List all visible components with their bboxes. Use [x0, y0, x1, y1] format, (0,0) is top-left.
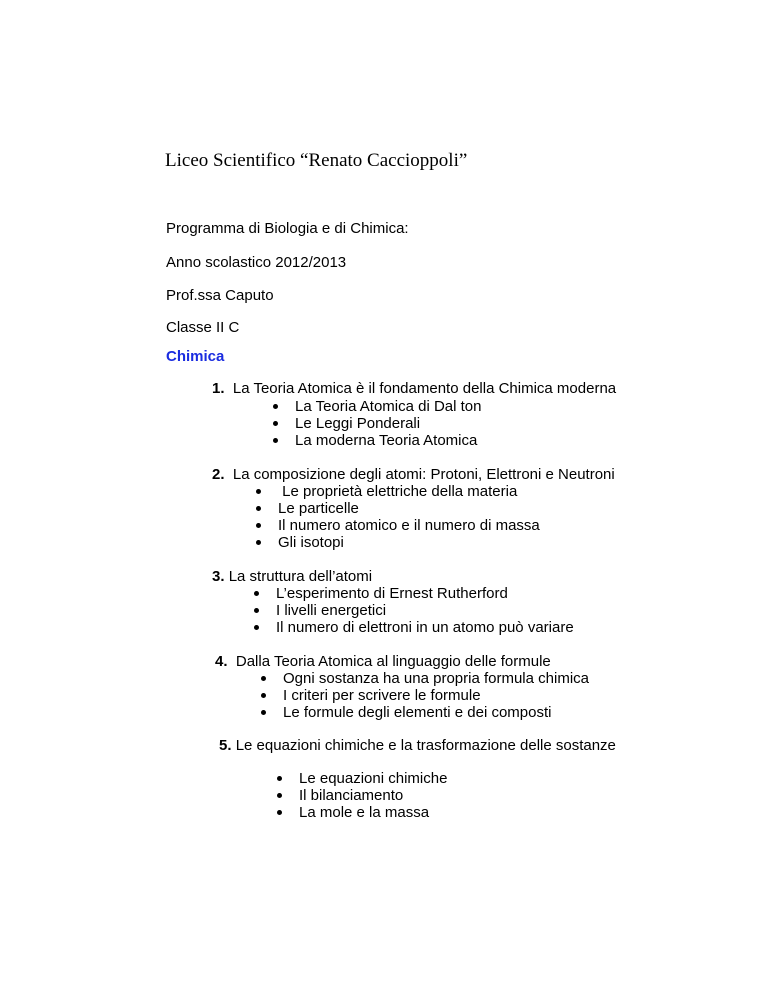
school-year: Anno scolastico 2012/2013 — [166, 254, 347, 271]
bullet-icon — [254, 608, 259, 613]
list-item: Le Leggi Ponderali — [273, 415, 482, 432]
bullet-icon — [273, 404, 278, 409]
topic-title: La Teoria Atomica è il fondamento della Chimica moderna — [232, 380, 617, 397]
list-item: La moderna Teoria Atomica — [273, 432, 482, 449]
section-title: Chimica — [166, 348, 225, 365]
bullet-icon — [273, 421, 278, 426]
topic-item-list — [273, 398, 482, 449]
bullet-icon — [256, 540, 261, 545]
topic-item-list — [277, 770, 447, 821]
teacher-name: Prof.ssa Caputo — [166, 287, 274, 304]
topic-item-list — [254, 585, 574, 636]
bullet-icon — [261, 710, 266, 715]
bullet-icon — [277, 776, 282, 781]
bullet-icon — [256, 489, 261, 494]
bullet-icon — [256, 523, 261, 528]
topic-item-list — [256, 483, 540, 551]
school-title: Liceo Scientifico “Renato Caccioppoli” — [165, 150, 468, 171]
topic-title: Dalla Teoria Atomica al linguaggio delle formule — [235, 653, 551, 670]
list-item: Le equazioni chimiche — [277, 770, 447, 787]
bullet-icon — [256, 506, 261, 511]
topic-item-list — [261, 670, 589, 721]
list-item: L’esperimento di Ernest Rutherford — [254, 585, 574, 602]
topic-heading — [212, 568, 372, 585]
topic-number: 4. — [215, 653, 228, 670]
topic-number: 3. — [212, 568, 225, 585]
class-name: Classe II C — [166, 319, 240, 336]
bullet-icon — [254, 625, 259, 630]
list-item: I criteri per scrivere le formule — [261, 687, 589, 704]
bullet-icon — [273, 438, 278, 443]
bullet-icon — [261, 693, 266, 698]
list-item: Gli isotopi — [256, 534, 540, 551]
topic-number: 1. — [212, 380, 225, 397]
list-item: I livelli energetici — [254, 602, 574, 619]
list-item: Il bilanciamento — [277, 787, 447, 804]
topic-title: La composizione degli atomi: Protoni, Elettroni e Neutroni — [232, 466, 615, 483]
bullet-icon — [261, 676, 266, 681]
list-item: Ogni sostanza ha una propria formula chimica — [261, 670, 589, 687]
bullet-icon — [277, 810, 282, 815]
list-item: Le particelle — [256, 500, 540, 517]
topic-title: Le equazioni chimiche e la trasformazione delle sostanze — [235, 737, 616, 754]
list-item: Il numero di elettroni in un atomo può variare — [254, 619, 574, 636]
list-item: Le formule degli elementi e dei composti — [261, 704, 589, 721]
topic-heading — [215, 653, 551, 670]
topic-number: 2. — [212, 466, 225, 483]
bullet-icon — [277, 793, 282, 798]
topic-number: 5. — [219, 737, 232, 754]
topic-heading — [219, 737, 616, 754]
program-title: Programma di Biologia e di Chimica: — [166, 220, 409, 237]
topic-heading — [212, 380, 616, 397]
topic-title: La struttura dell’atomi — [228, 568, 373, 585]
topic-heading — [212, 466, 615, 483]
list-item: Le proprietà elettriche della materia — [256, 483, 540, 500]
bullet-icon — [254, 591, 259, 596]
list-item: La Teoria Atomica di Dal ton — [273, 398, 482, 415]
list-item: Il numero atomico e il numero di massa — [256, 517, 540, 534]
list-item: La mole e la massa — [277, 804, 447, 821]
